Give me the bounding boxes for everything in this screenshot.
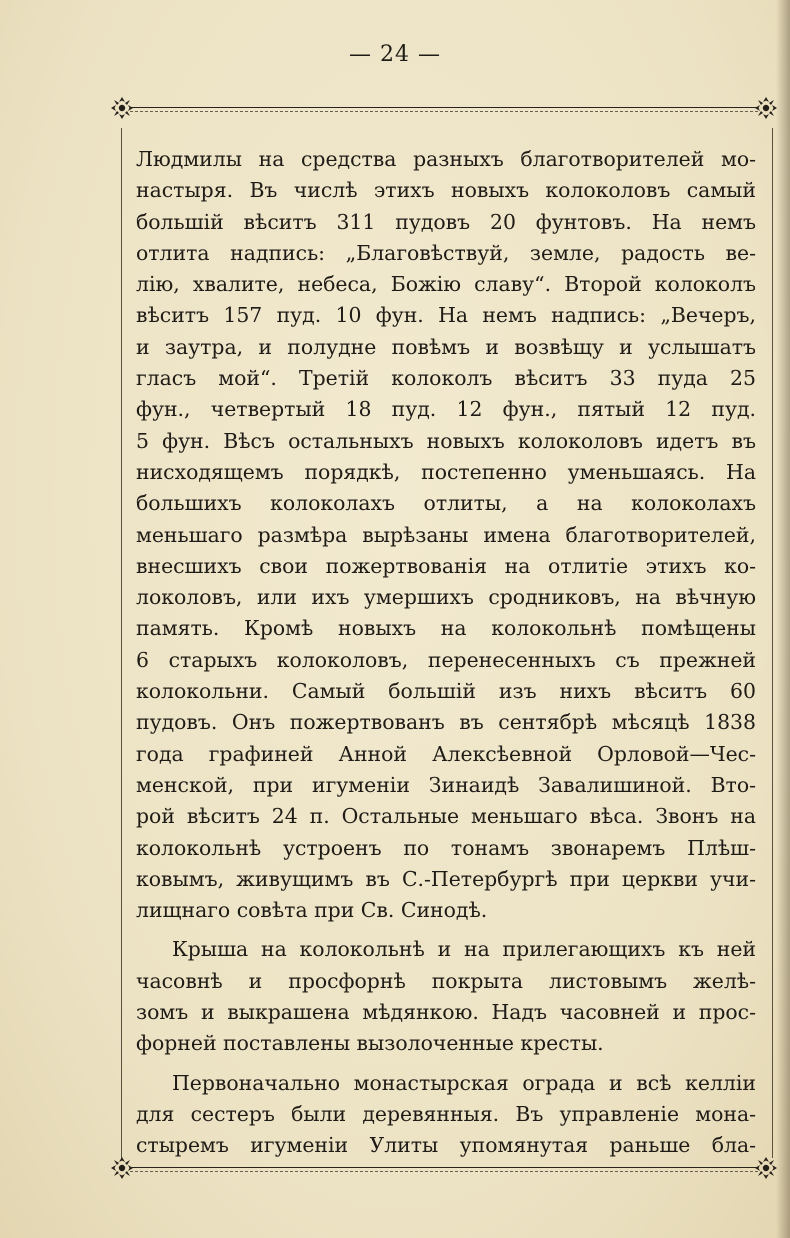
text-line: форней поставлены вызолоченные кресты.: [136, 1031, 604, 1056]
text-line: большихъ колоколахъ отлиты, а на колоколахъ: [136, 491, 756, 516]
fleuron-icon: [110, 1156, 134, 1180]
paragraph-1: [136, 144, 756, 926]
left-border-rule: [121, 128, 122, 1158]
text-line: Первоначально монастырская ограда и всѣ келліи: [172, 1070, 756, 1095]
rule-line: [130, 1167, 758, 1168]
body-text: [136, 144, 756, 1162]
text-line: Людмилы на средства разныхъ благотворителей мо-: [136, 147, 756, 171]
text-line: и заутра, и полудне повѣмъ и возвѣщу и услышатъ: [136, 334, 756, 359]
text-line: пудовъ. Онъ пожертвованъ въ сентябрѣ мѣсяцѣ 1838: [136, 710, 756, 735]
text-line: нисходящемъ порядкѣ, постепенно уменьшаясь. На: [136, 459, 756, 484]
bottom-ornamental-rule: [110, 1156, 778, 1180]
text-line: фун., четвертый 18 пуд. 12 фун., пятый 12 пуд.: [136, 397, 756, 422]
text-line: гласъ мой“. Третій колоколъ вѣситъ 33 пуда 25: [136, 366, 756, 391]
text-line: стыремъ игуменіи Улиты упомянутая раньше бла-: [136, 1133, 756, 1158]
paragraph-gap: [136, 926, 756, 934]
text-line: большій вѣситъ 311 пудовъ 20 фунтовъ. На немъ: [136, 209, 756, 234]
rule-line-dashed: [130, 111, 758, 112]
text-line: отлита надпись: „Благовѣствуй, земле, радость ве-: [136, 240, 756, 265]
text-line: зомъ и выкрашена мѣдянкою. Надъ часовней и прос-: [136, 1000, 756, 1025]
rule-line: [130, 107, 758, 108]
paragraph-3: [136, 1068, 756, 1162]
text-line: 6 старыхъ колоколовъ, перенесенныхъ съ прежней: [136, 647, 756, 672]
text-line: 5 фун. Вѣсъ остальныхъ новыхъ колоколовъ идетъ въ: [136, 428, 756, 453]
text-line: локоловъ, или ихъ умершихъ сродниковъ, на вѣчную: [136, 585, 756, 610]
text-line: часовнѣ и просфорнѣ покрыта листовымъ желѣ-: [136, 968, 756, 993]
right-border-rule: [772, 128, 773, 1158]
fleuron-icon: [110, 96, 134, 120]
text-line: лищнаго совѣта при Св. Синодѣ.: [136, 898, 488, 923]
text-line: меньшаго размѣра вырѣзаны имена благотворителей,: [136, 522, 756, 547]
text-line: менской, при игуменіи Зинаидѣ Завалишиной. Вто-: [136, 772, 756, 797]
page-number: — 24 —: [349, 42, 441, 67]
text-line: вѣситъ 157 пуд. 10 фун. На немъ надпись: „Вечеръ,: [136, 303, 756, 328]
text-line: память. Кромѣ новыхъ на колокольнѣ помѣщены: [136, 616, 756, 641]
page-edge-shadow: [776, 0, 790, 1238]
text-line: лію, хвалите, небеса, Божію славу“. Второй колоколъ: [136, 272, 756, 297]
top-ornamental-rule: [110, 96, 778, 120]
text-line: рой вѣситъ 24 п. Остальные меньшаго вѣса. Звонъ на: [136, 804, 756, 829]
text-line: года графиней Анной Алексѣевной Орловой—Чес-: [136, 741, 756, 766]
text-line: настыря. Въ числѣ этихъ новыхъ колоколовъ самый: [136, 178, 756, 203]
text-line: для сестеръ были деревянныя. Въ управленіе мона-: [136, 1101, 756, 1126]
paragraph-2: [136, 934, 756, 1059]
text-line: ковымъ, живущимъ въ С.-Петербургѣ при церкви учи-: [136, 866, 756, 891]
rule-line-dashed: [130, 1171, 758, 1172]
fleuron-icon: [754, 1156, 778, 1180]
text-line: внесшихъ свои пожертвованія на отлитіе этихъ ко-: [136, 553, 756, 578]
fleuron-icon: [754, 96, 778, 120]
text-line: колокольни. Самый большій изъ нихъ вѣситъ 60: [136, 679, 756, 704]
text-line: Крыша на колокольнѣ и на прилегающихъ къ ней: [172, 937, 756, 962]
text-line: колокольнѣ устроенъ по тонамъ звонаремъ Плѣш-: [136, 835, 756, 860]
paragraph-gap: [136, 1060, 756, 1068]
